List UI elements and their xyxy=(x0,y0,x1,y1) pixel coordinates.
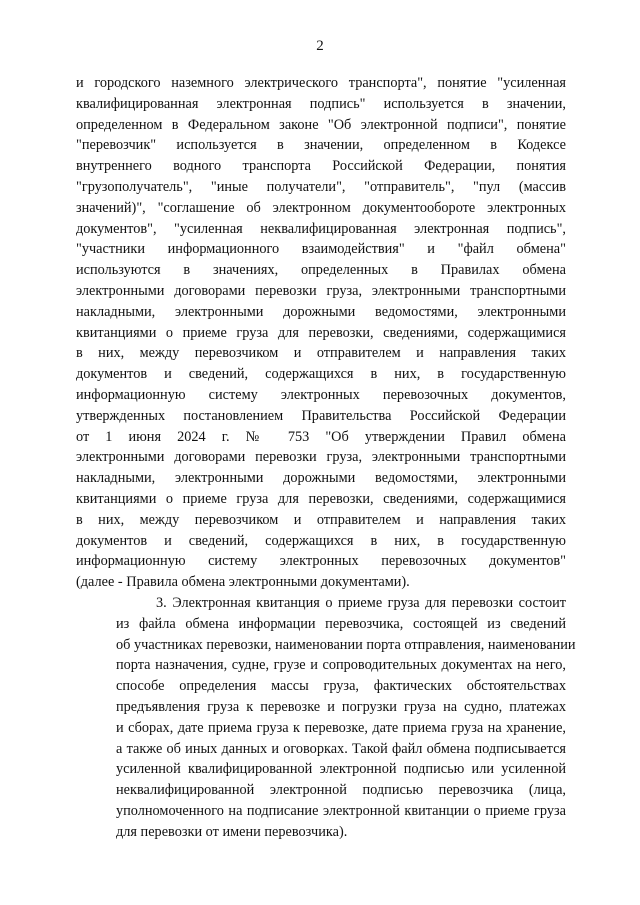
paragraph-item-3 xyxy=(76,593,576,843)
text-line: для перевозки от имени перевозчика). xyxy=(116,823,348,840)
text-line: используются в значениях, определенных в Правилах обмена xyxy=(76,262,566,279)
text-line: определенном в Федеральном законе "Об электронной подписи", понятие xyxy=(76,116,566,133)
text-line: утвержденных постановлением Правительства Российской Федерации xyxy=(76,407,566,424)
text-line: электронными договорами перевозки груза, электронными транспортными xyxy=(76,282,566,299)
text-line: документов и сведений, содержащихся в них, в государственную xyxy=(76,366,566,383)
paragraph-continuation xyxy=(76,73,566,593)
text-line: значений)", "соглашение об электронном документообороте электронных xyxy=(76,199,566,216)
text-line: а также об иных данных и оговорках. Такой файл обмена подписывается xyxy=(116,740,566,757)
text-line: неквалифицированной электронной подписью перевозчика (лица, xyxy=(116,782,566,799)
text-line: квитанциями о приеме груза для перевозки, сведениями, содержащимися xyxy=(76,490,566,507)
text-line: 3. Электронная квитанция о приеме груза для перевозки состоит xyxy=(156,594,566,611)
text-line: от 1 июня 2024 г. № 753 "Об утверждении Правил обмена xyxy=(76,428,566,445)
text-line: и городского наземного электрического транспорта", понятие "усиленная xyxy=(76,75,566,91)
text-line: порта назначения, судне, грузе и сопроводительных документах на него, xyxy=(116,657,566,674)
text-line: предъявления груза к перевозке и погрузки груза на судно, платежах xyxy=(116,698,566,715)
text-line: накладными, электронными дорожными ведомостями, электронными xyxy=(76,303,566,320)
text-line: усиленной квалифицированной электронной подписью или усиленной xyxy=(116,761,566,778)
text-line: электронными договорами перевозки груза, электронными транспортными xyxy=(76,449,566,466)
text-line: в них, между перевозчиком и отправителем и направления таких xyxy=(76,345,566,362)
text-line: внутреннего водного транспорта Российской Федерации, понятия xyxy=(76,158,566,175)
text-line: в них, между перевозчиком и отправителем и направления таких xyxy=(76,511,566,528)
text-line: документов и сведений, содержащихся в них, в государственную xyxy=(76,532,566,549)
text-line: квалифицированная электронная подпись" используется в значении, xyxy=(76,95,566,112)
document-body xyxy=(76,73,576,842)
text-line: и сборах, дате приема груза к перевозке, дате приема груза на хранение, xyxy=(116,719,566,736)
text-line: из файла обмена информации перевозчика, состоящей из сведений xyxy=(116,615,566,632)
text-line: способе определения массы груза, фактических обстоятельствах xyxy=(116,678,566,695)
text-line: квитанциями о приеме груза для перевозки, сведениями, содержащимися xyxy=(76,324,566,341)
text-line: информационную систему электронных перевозочных документов" xyxy=(76,553,566,570)
text-line: накладными, электронными дорожными ведомостями, электронными xyxy=(76,470,566,487)
text-line: информационную систему электронных перевозочных документов, xyxy=(76,386,566,403)
text-line: (далее - Правила обмена электронными документами). xyxy=(76,574,410,591)
text-line: "перевозчик" используется в значении, определенном в Кодексе xyxy=(76,137,566,154)
text-line: уполномоченного на подписание электронной квитанции о приеме груза xyxy=(116,802,566,819)
page-number: 2 xyxy=(316,38,324,54)
text-line: "участники информационного взаимодействия" и "файл обмена" xyxy=(76,241,566,258)
text-line: "грузополучатель", "иные получатели", "отправитель", "пул (массив xyxy=(76,178,566,195)
text-line: об участниках перевозки, наименовании порта отправления, наименовании xyxy=(116,636,576,653)
text-line: документов", "усиленная неквалифицированная электронная подпись", xyxy=(76,220,566,237)
